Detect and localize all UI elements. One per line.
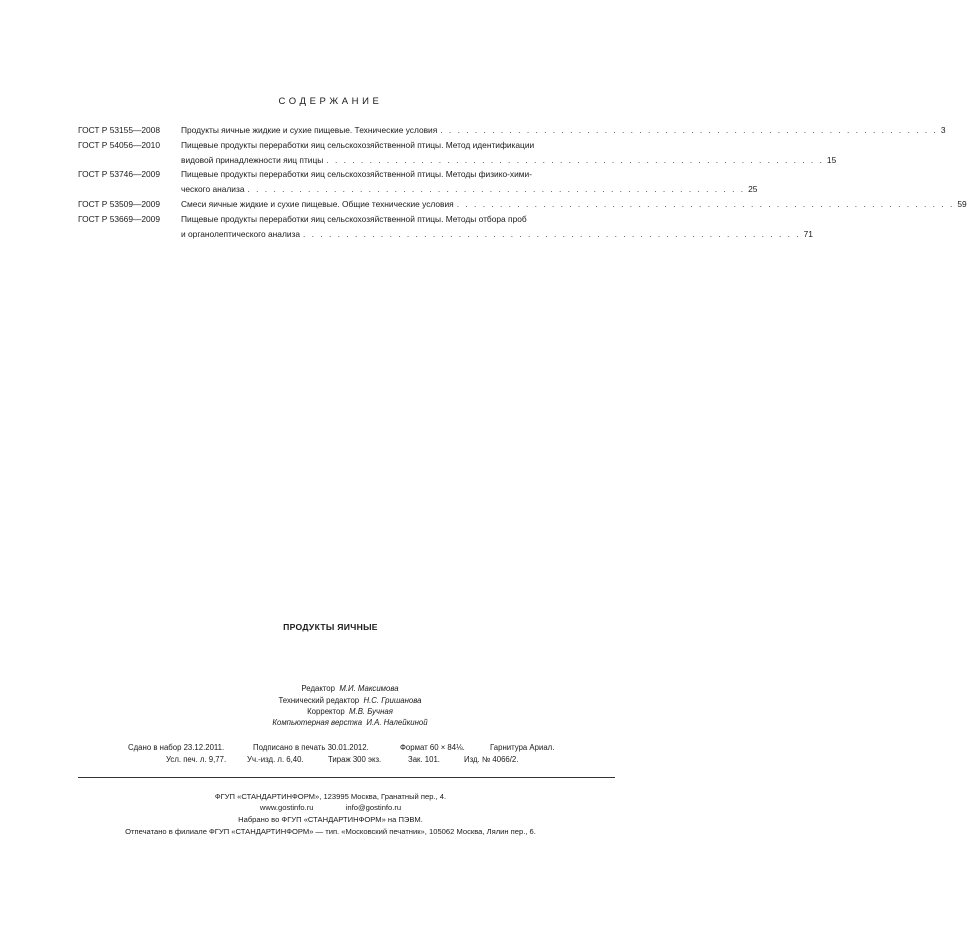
credit-role: Технический редактор — [278, 696, 360, 705]
toc-code: ГОСТ Р 53669—2009 — [78, 214, 160, 224]
toc-page: 59 — [957, 199, 967, 209]
publisher-address: ФГУП «СТАНДАРТИНФОРМ», 123995 Москва, Гранатный пер., 4. — [214, 792, 447, 801]
toc-title: Пищевые продукты переработки яиц сельскохозяйственной птицы. Метод идентификации — [181, 140, 535, 150]
toc-code: ГОСТ Р 54056—2010 — [78, 140, 160, 150]
toc-title-cont: видовой принадлежности яиц птицы — [181, 155, 324, 165]
credit-name: И.А. Налейкиной — [366, 718, 428, 727]
toc-entry[interactable] — [78, 140, 837, 170]
imprint-typeface: Гарнитура Ариал. — [490, 743, 555, 752]
credit-editor — [200, 684, 500, 693]
credit-name: М.В. Бучная — [349, 707, 393, 716]
toc-leader: . . . . . . . . . . . . . . . . . . . . . . . . . . . . . . . . . . . . . . . . . . . . . . . . . . . . . . . . . . — [303, 229, 801, 239]
imprint-order: Зак. 101. — [408, 755, 440, 764]
publisher-website-link[interactable]: www.gostinfo.ru — [259, 803, 314, 812]
toc-page: 71 — [803, 229, 813, 239]
imprint-print-sheets: Усл. печ. л. 9,77. — [166, 755, 227, 764]
toc-title: Пищевые продукты переработки яиц сельскохозяйственной птицы. Методы физико-хими- — [181, 169, 533, 179]
toc-leader: . . . . . . . . . . . . . . . . . . . . . . . . . . . . . . . . . . . . . . . . . . . . . . . . . . . . . . . . . . — [326, 155, 824, 165]
toc-title: Продукты яичные жидкие и сухие пищевые. Технические условия — [181, 125, 438, 135]
toc-code: ГОСТ Р 53509—2009 — [78, 199, 160, 209]
toc-leader: . . . . . . . . . . . . . . . . . . . . . . . . . . . . . . . . . . . . . . . . . . . . . . . . . . . . . . . . . . — [247, 184, 746, 194]
toc-page: 25 — [748, 184, 758, 194]
imprint-format: Формат 60 × 84⅛. — [400, 743, 465, 752]
imprint-edition: Изд. № 4066/2. — [464, 755, 519, 764]
imprint-pub-sheets: Уч.-изд. л. 6,40. — [247, 755, 304, 764]
toc-title-cont: и органолептического анализа — [181, 229, 301, 239]
toc-title-cont: ческого анализа — [181, 184, 245, 194]
credit-name: Н.С. Гришанова — [363, 696, 422, 705]
imprint-run: Тираж 300 экз. — [328, 755, 382, 764]
divider — [78, 777, 615, 778]
toc-code: ГОСТ Р 53155—2008 — [78, 125, 160, 135]
credit-role: Корректор — [307, 707, 345, 716]
toc-page: 15 — [826, 155, 837, 165]
publisher-print-note: Отпечатано в филиале ФГУП «СТАНДАРТИНФОРМ» — тип. «Московский печатник», 105062 Москва, Лялин пер., 6. — [125, 827, 536, 836]
publisher-contacts — [0, 803, 661, 812]
publisher-email-link[interactable]: info@gostinfo.ru — [345, 803, 402, 812]
toc-entry[interactable] — [78, 199, 967, 213]
credit-tech-editor — [200, 696, 500, 705]
publisher-typeset-note: Набрано во ФГУП «СТАНДАРТИНФОРМ» на ПЭВМ. — [238, 815, 423, 824]
imprint-signed-date: Подписано в печать 30.01.2012. — [253, 743, 369, 752]
toc-code: ГОСТ Р 53746—2009 — [78, 169, 160, 179]
toc-entry[interactable] — [78, 169, 758, 199]
credit-name: М.И. Максимова — [339, 684, 399, 693]
toc-leader: . . . . . . . . . . . . . . . . . . . . . . . . . . . . . . . . . . . . . . . . . . . . . . . . . . . . . . . . . . — [456, 199, 955, 209]
collection-title: ПРОДУКТЫ ЯИЧНЫЕ — [283, 622, 378, 632]
imprint-typeset-date: Сдано в набор 23.12.2011. — [128, 743, 225, 752]
toc-leader: . . . . . . . . . . . . . . . . . . . . . . . . . . . . . . . . . . . . . . . . . . . . . . . . . . . . . . . . . . — [440, 125, 938, 135]
toc-page: 3 — [940, 125, 946, 135]
credit-role: Редактор — [301, 684, 335, 693]
credit-corrector — [200, 707, 500, 716]
credit-layout — [200, 718, 500, 727]
toc-title: Пищевые продукты переработки яиц сельскохозяйственной птицы. Методы отбора проб — [181, 214, 527, 224]
toc-entry[interactable] — [78, 214, 813, 244]
credit-role: Компьютерная верстка — [272, 718, 363, 727]
toc-entry[interactable] — [78, 125, 946, 139]
toc-title: Смеси яичные жидкие и сухие пищевые. Общие технические условия — [181, 199, 454, 209]
contents-heading: СОДЕРЖАНИЕ — [278, 96, 383, 107]
